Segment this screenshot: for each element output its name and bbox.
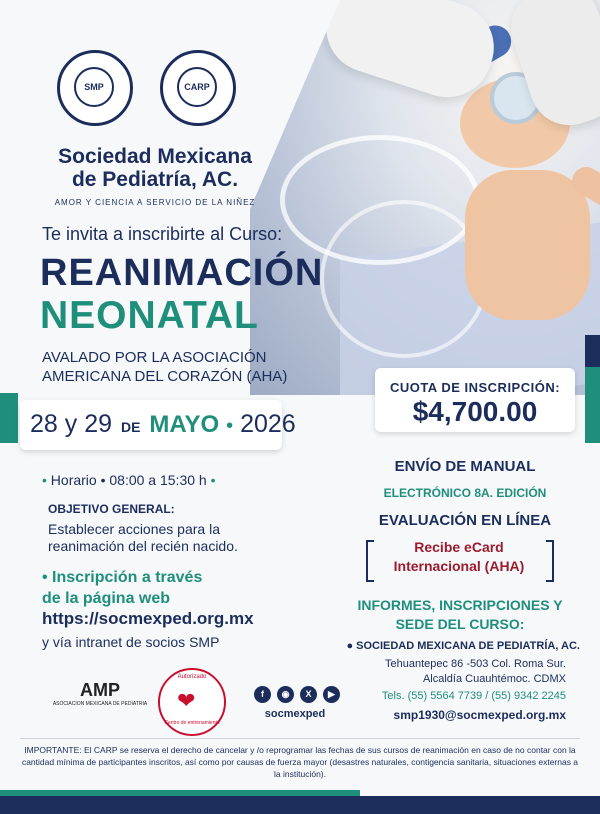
tube: [320, 200, 488, 358]
social-icons: [254, 686, 340, 703]
website-link[interactable]: https://socmexped.org.mx: [42, 609, 254, 628]
objective-heading: OBJETIVO GENERAL:: [48, 502, 175, 516]
course-title: NEONATAL: [40, 294, 259, 337]
fee-label: CUOTA DE INSCRIPCIÓN:: [389, 380, 561, 395]
disclaimer: IMPORTANTE: El CARP se reserva el derecho de cancelar y /o reprogramar las fechas de sus cursos de reanimación en caso de no contar con la cantidad mínima de participantes inscritos, así como por causas de fuerza mayor (desastres naturales, contigencia sanitaria, situaciones externas a la institución).: [21, 745, 579, 779]
accent-bar: [585, 367, 600, 443]
org-name: de Pediatría, AC.: [71, 168, 239, 191]
instagram-icon[interactable]: ◉: [277, 686, 294, 703]
carp-seal-logo: CARP: [160, 50, 236, 126]
manual-benefit: ENVÍO DE MANUAL: [394, 458, 536, 475]
footer-bar: [0, 796, 600, 814]
aha-training-center-badge: Autorizado ❤ Centro de entrenamiento: [158, 668, 226, 736]
org-name: Sociedad Mexicana: [58, 145, 252, 168]
phone-numbers: Tels. (55) 5564 7739 / (55) 9342 2245: [381, 690, 566, 702]
social-handle: socmexped: [264, 708, 326, 720]
address: Tehuantepec 86 -503 Col. Roma Sur.: [384, 658, 566, 670]
objective-text: Establecer acciones para la reanimación del recién nacido.: [48, 521, 238, 554]
mannequin-body: [465, 170, 590, 320]
endorsement: AVALADO POR LA ASOCIACIÓN AMERICANA DEL CORAZÓN (AHA): [42, 349, 288, 385]
facebook-icon[interactable]: f: [254, 686, 271, 703]
divider: [20, 738, 580, 739]
location-pin-icon: ●: [346, 640, 354, 652]
heart-icon: ❤: [177, 688, 196, 713]
ecard-benefit: Recibe eCard Internacional (AHA): [393, 539, 525, 574]
accent-bar: [585, 335, 600, 367]
accent-bar: [0, 393, 18, 443]
venue-name: ● SOCIEDAD MEXICANA DE PEDIATRÍA, AC.: [346, 640, 580, 652]
address: Alcaldía Cuauhtémoc. CDMX: [422, 673, 566, 685]
course-title: REANIMACIÓN: [40, 252, 324, 294]
intranet-text: y vía intranet de socios SMP: [42, 634, 220, 650]
evaluation-benefit: EVALUACIÓN EN LÍNEA: [378, 512, 552, 529]
registration-info: • Inscripción a través de la página web: [42, 569, 203, 607]
edition-text: ELECTRÓNICO 8A. EDICIÓN: [383, 486, 547, 500]
amp-logo: AMP ASOCIACION MEXICANA DE PEDIATRIA: [52, 680, 148, 707]
course-date: 28 y 29 DE MAYO • 2026: [30, 410, 296, 438]
email-link[interactable]: smp1930@socmexped.org.mx: [393, 708, 566, 722]
x-icon[interactable]: X: [300, 686, 317, 703]
contact-heading: INFORMES, INSCRIPCIONES Y SEDE DEL CURSO:: [357, 597, 563, 632]
org-slogan: AMOR Y CIENCIA A SERVICIO DE LA NIÑEZ: [54, 198, 256, 207]
fee-price: $4,700.00: [412, 396, 538, 427]
smp-seal-logo: SMP: [57, 50, 133, 126]
schedule: • Horario • 08:00 a 15:30 h •: [42, 472, 216, 488]
youtube-icon[interactable]: ▶: [323, 686, 340, 703]
invite-text: Te invita a inscribirte al Curso:: [42, 224, 283, 244]
